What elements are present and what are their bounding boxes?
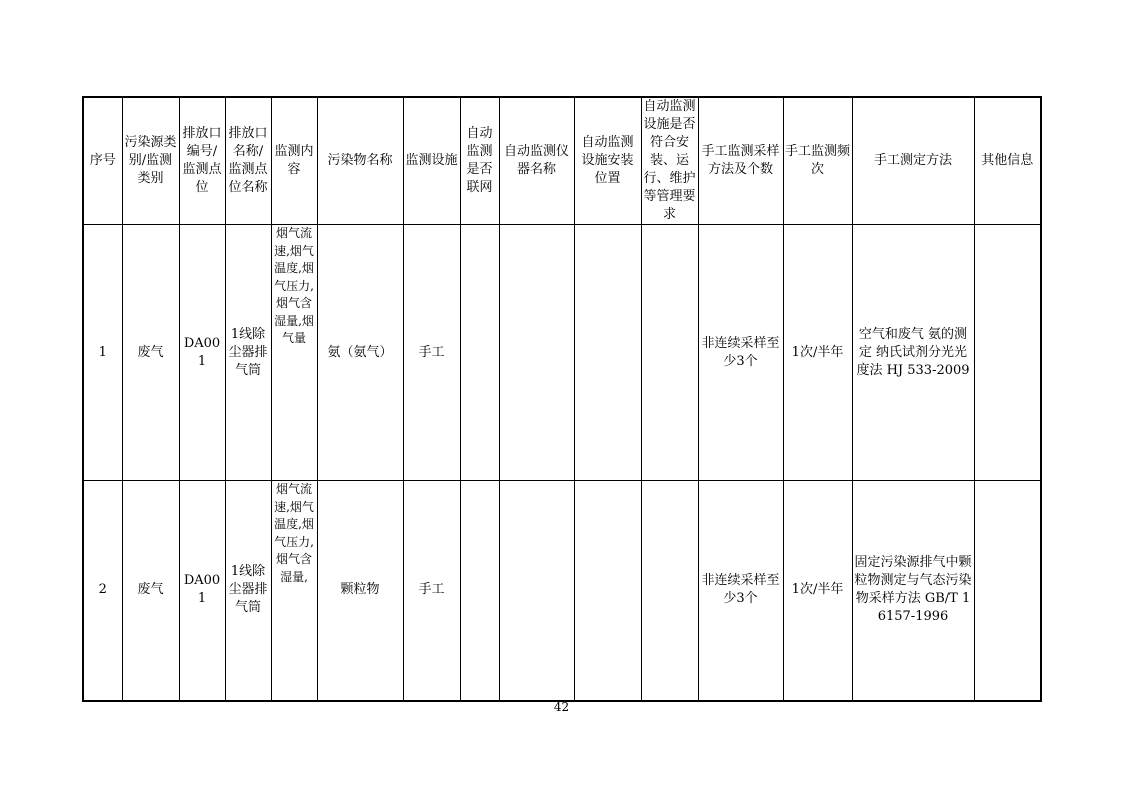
page-number: 42: [553, 700, 570, 714]
cell-pollutant: 氨（氨气）: [317, 225, 403, 481]
column-header: 污染物名称: [317, 97, 403, 225]
cell-frequency: 1次/半年: [783, 481, 852, 701]
cell-index: 2: [83, 481, 122, 701]
cell-sampling: 非连续采样至少3个: [698, 481, 783, 701]
cell-facility: 手工: [403, 225, 460, 481]
column-header: 污染源类别/监测类别: [122, 97, 179, 225]
cell-method: 空气和废气 氨的测定 纳氏试剂分光光度法 HJ 533-2009: [852, 225, 974, 481]
column-header: 排放口名称/监测点位名称: [225, 97, 271, 225]
cell-other: [974, 481, 1041, 701]
cell-frequency: 1次/半年: [783, 225, 852, 481]
cell-auto-location: [574, 481, 641, 701]
cell-auto-compliance: [641, 225, 698, 481]
cell-auto-network: [460, 481, 499, 701]
cell-auto-instrument: [499, 225, 574, 481]
table-header-row: [83, 97, 1041, 225]
cell-sampling: 非连续采样至少3个: [698, 225, 783, 481]
column-header: 监测内容: [271, 97, 317, 225]
column-header: 序号: [83, 97, 122, 225]
cell-other: [974, 225, 1041, 481]
cell-method: 固定污染源排气中颗粒物测定与气态污染物采样方法 GB/T 16157-1996: [852, 481, 974, 701]
column-header: 手工监测频次: [783, 97, 852, 225]
table-row: [83, 481, 1041, 701]
cell-monitoring-content: 烟气流速,烟气温度,烟气压力,烟气含湿量,烟气量: [271, 225, 317, 481]
cell-outlet-code: DA001: [179, 225, 225, 481]
column-header: 监测设施: [403, 97, 460, 225]
cell-monitoring-content: 烟气流速,烟气温度,烟气压力,烟气含湿量,: [271, 481, 317, 701]
cell-auto-location: [574, 225, 641, 481]
cell-outlet-code: DA001: [179, 481, 225, 701]
cell-auto-instrument: [499, 481, 574, 701]
cell-outlet-name: 1线除尘器排气筒: [225, 481, 271, 701]
cell-auto-network: [460, 225, 499, 481]
column-header: 手工测定方法: [852, 97, 974, 225]
cell-source-type: 废气: [122, 225, 179, 481]
column-header: 自动监测仪器名称: [499, 97, 574, 225]
column-header: 排放口编号/监测点位: [179, 97, 225, 225]
cell-index: 1: [83, 225, 122, 481]
monitoring-table: [82, 96, 1042, 702]
cell-facility: 手工: [403, 481, 460, 701]
column-header: 手工监测采样方法及个数: [698, 97, 783, 225]
cell-source-type: 废气: [122, 481, 179, 701]
column-header: 自动监测是否联网: [460, 97, 499, 225]
cell-outlet-name: 1线除尘器排气筒: [225, 225, 271, 481]
column-header: 自动监测设施是否符合安装、运行、维护等管理要求: [641, 97, 698, 225]
column-header: 其他信息: [974, 97, 1041, 225]
column-header: 自动监测设施安装位置: [574, 97, 641, 225]
table-row: [83, 225, 1041, 481]
cell-auto-compliance: [641, 481, 698, 701]
cell-pollutant: 颗粒物: [317, 481, 403, 701]
